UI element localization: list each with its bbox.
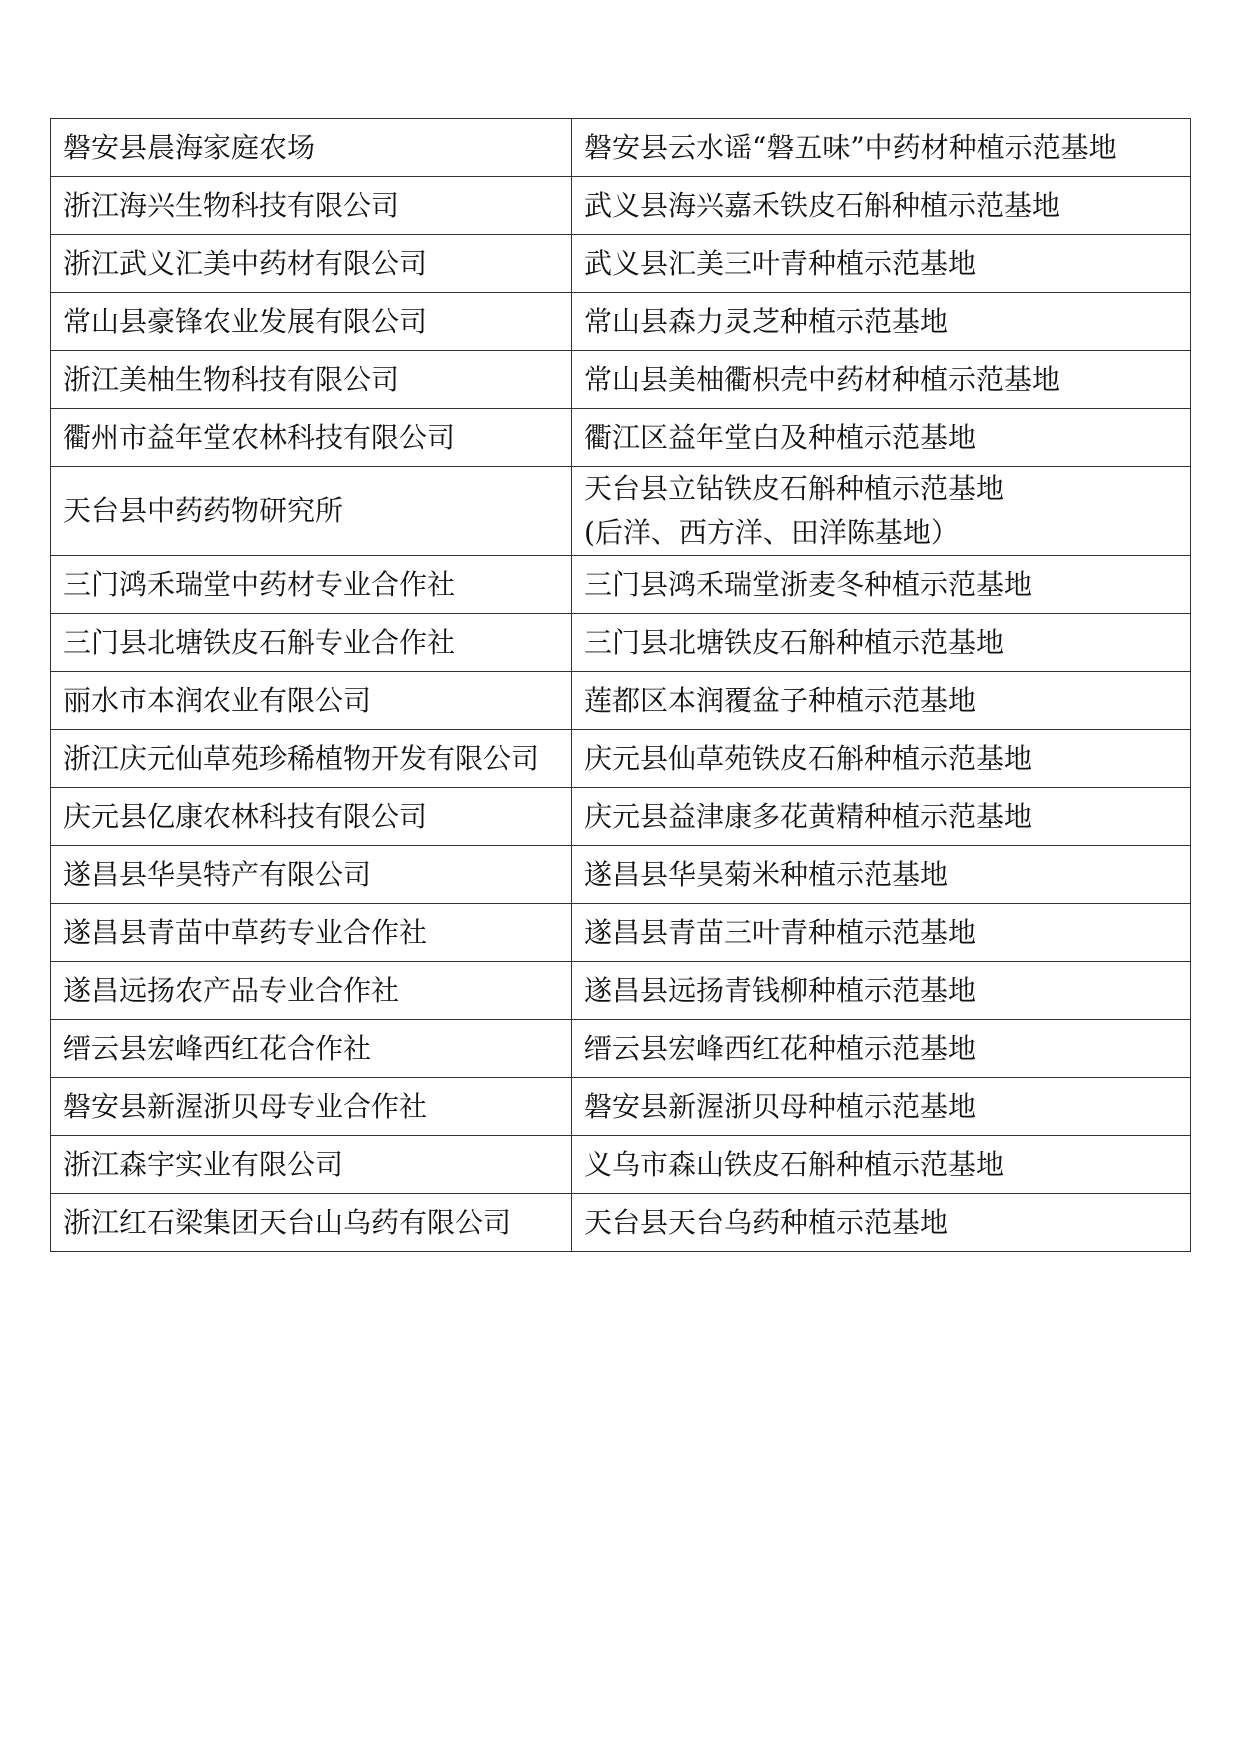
base-cell-line-2: (后洋、西方洋、田洋陈基地） (584, 516, 959, 549)
company-cell: 三门县北塘铁皮石斛专业合作社 (51, 614, 572, 672)
company-cell: 遂昌县华昊特产有限公司 (51, 846, 572, 904)
base-cell: 缙云县宏峰西红花种植示范基地 (572, 1020, 1191, 1078)
company-cell: 天台县中药药物研究所 (51, 467, 572, 556)
company-cell: 浙江美柚生物科技有限公司 (51, 351, 572, 409)
table-row (51, 730, 1191, 788)
base-cell: 遂昌县青苗三叶青种植示范基地 (572, 904, 1191, 962)
company-cell: 缙云县宏峰西红花合作社 (51, 1020, 572, 1078)
company-cell: 浙江森宇实业有限公司 (51, 1136, 572, 1194)
company-cell: 浙江庆元仙草苑珍稀植物开发有限公司 (51, 730, 572, 788)
company-cell: 三门鸿禾瑞堂中药材专业合作社 (51, 556, 572, 614)
table-row (51, 235, 1191, 293)
base-cell: 磐安县新渥浙贝母种植示范基地 (572, 1078, 1191, 1136)
table-row (51, 351, 1191, 409)
company-cell: 浙江红石梁集团天台山乌药有限公司 (51, 1194, 572, 1252)
table-row (51, 467, 1191, 556)
base-cell: 常山县美柚衢枳壳中药材种植示范基地 (572, 351, 1191, 409)
table-row (51, 962, 1191, 1020)
company-cell: 浙江武义汇美中药材有限公司 (51, 235, 572, 293)
base-cell: 衢江区益年堂白及种植示范基地 (572, 409, 1191, 467)
base-cell: 三门县北塘铁皮石斛种植示范基地 (572, 614, 1191, 672)
base-cell: 武义县汇美三叶青种植示范基地 (572, 235, 1191, 293)
table-row (51, 788, 1191, 846)
table-row (51, 846, 1191, 904)
company-cell: 遂昌县青苗中草药专业合作社 (51, 904, 572, 962)
table-row (51, 556, 1191, 614)
base-cell: 庆元县益津康多花黄精种植示范基地 (572, 788, 1191, 846)
base-cell: 磐安县云水谣“磐五味”中药材种植示范基地 (572, 119, 1191, 177)
base-cell: 莲都区本润覆盆子种植示范基地 (572, 672, 1191, 730)
company-cell: 衢州市益年堂农林科技有限公司 (51, 409, 572, 467)
table-row (51, 177, 1191, 235)
table-row (51, 1078, 1191, 1136)
table-row (51, 614, 1191, 672)
table-row (51, 1194, 1191, 1252)
base-cell: 遂昌县远扬青钱柳种植示范基地 (572, 962, 1191, 1020)
table-row (51, 1020, 1191, 1078)
base-cell: 遂昌县华昊菊米种植示范基地 (572, 846, 1191, 904)
base-cell: 三门县鸿禾瑞堂浙麦冬种植示范基地 (572, 556, 1191, 614)
base-cell-line-1: 天台县立钻铁皮石斛种植示范基地 (584, 472, 1005, 505)
company-cell: 浙江海兴生物科技有限公司 (51, 177, 572, 235)
table-row (51, 1136, 1191, 1194)
company-cell: 遂昌远扬农产品专业合作社 (51, 962, 572, 1020)
table-row (51, 904, 1191, 962)
company-cell: 常山县豪锋农业发展有限公司 (51, 293, 572, 351)
table-row (51, 293, 1191, 351)
base-cell: 庆元县仙草苑铁皮石斛种植示范基地 (572, 730, 1191, 788)
table-row (51, 409, 1191, 467)
base-cell: 天台县天台乌药种植示范基地 (572, 1194, 1191, 1252)
table-row (51, 119, 1191, 177)
base-cell: 常山县森力灵芝种植示范基地 (572, 293, 1191, 351)
base-cell (572, 467, 1191, 556)
base-cell: 义乌市森山铁皮石斛种植示范基地 (572, 1136, 1191, 1194)
demonstration-base-table (50, 118, 1191, 1252)
company-cell: 庆元县亿康农林科技有限公司 (51, 788, 572, 846)
company-cell: 丽水市本润农业有限公司 (51, 672, 572, 730)
company-cell: 磐安县新渥浙贝母专业合作社 (51, 1078, 572, 1136)
company-cell: 磐安县晨海家庭农场 (51, 119, 572, 177)
table-row (51, 672, 1191, 730)
base-cell: 武义县海兴嘉禾铁皮石斛种植示范基地 (572, 177, 1191, 235)
